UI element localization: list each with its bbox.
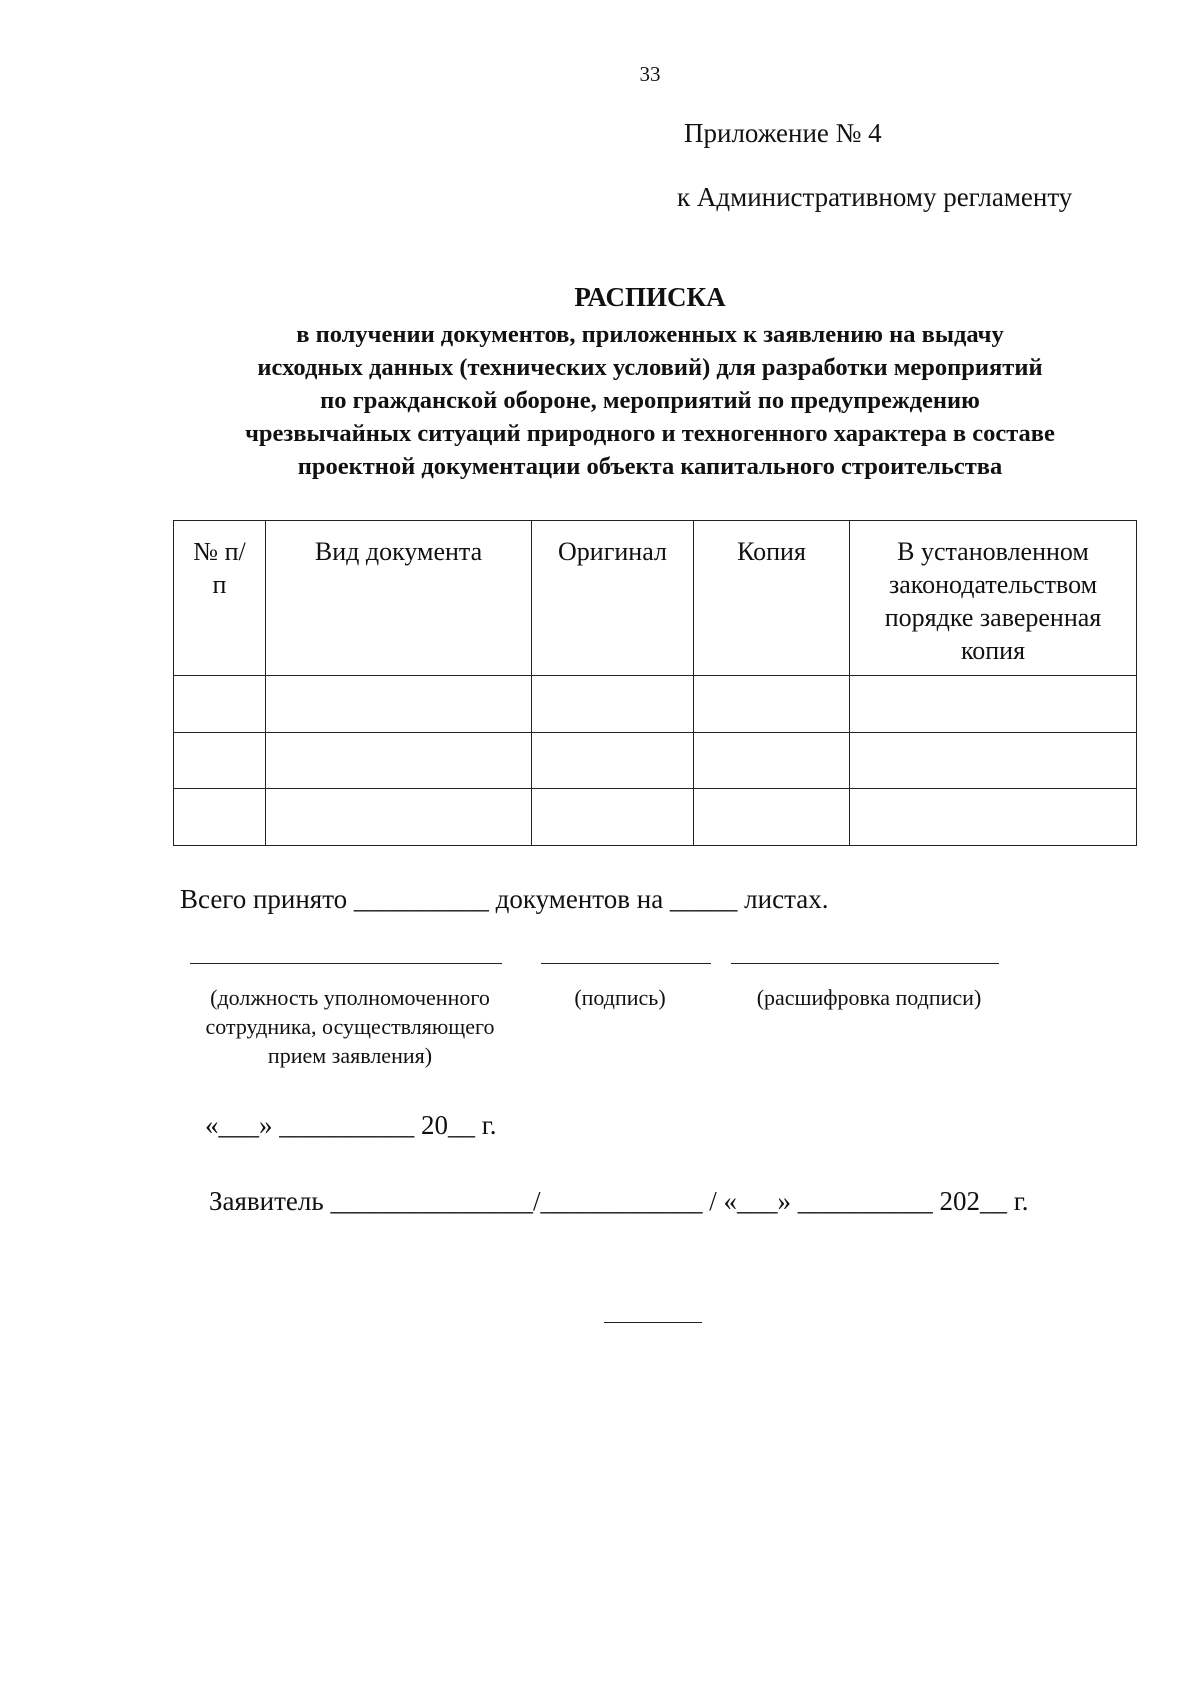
subtitle-line: в получении документов, приложенных к заявлению на выдачу: [296, 321, 1004, 348]
appendix-number: Приложение № 4: [684, 118, 882, 148]
table-cell[interactable]: [174, 789, 266, 846]
header-original: Оригинал: [532, 521, 694, 676]
table-cell[interactable]: [174, 676, 266, 733]
signature-caption: (подпись): [574, 985, 666, 1010]
table-cell[interactable]: [532, 676, 694, 733]
document-title: РАСПИСКА: [574, 282, 726, 312]
table-header-row: [174, 521, 1137, 676]
table-cell[interactable]: [850, 789, 1137, 846]
appendix-reference: к Административному регламенту: [677, 182, 1073, 212]
table-row: [174, 732, 1137, 789]
table-row: [174, 789, 1137, 846]
table-cell[interactable]: [532, 732, 694, 789]
documents-table: [173, 520, 1137, 846]
position-caption: (должность уполномоченного сотрудника, осуществляющего прием заявления): [205, 985, 495, 1068]
subtitle-line: исходных данных (технических условий) для разработки мероприятий: [257, 354, 1043, 381]
subtitle-line: проектной документации объекта капитального строительства: [297, 453, 1003, 480]
end-divider: [604, 1322, 702, 1323]
table-cell[interactable]: [694, 676, 850, 733]
table-cell[interactable]: [850, 732, 1137, 789]
page-number: 33: [639, 62, 661, 86]
header-number: № п/п: [174, 521, 266, 676]
signature-line[interactable]: [541, 963, 711, 964]
header-document-type: Вид документа: [266, 521, 532, 676]
applicant-line: Заявитель _______________/____________ / «___» __________ 202__ г.: [209, 1186, 1029, 1216]
table-row: [174, 676, 1137, 733]
subtitle-line: чрезвычайных ситуаций природного и техногенного характера в составе: [245, 420, 1055, 447]
total-accepted-line: Всего принято __________ документов на _____ листах.: [180, 884, 829, 914]
table-cell[interactable]: [266, 789, 532, 846]
table-cell[interactable]: [694, 789, 850, 846]
date-line: «___» __________ 20__ г.: [205, 1110, 497, 1140]
table-cell[interactable]: [174, 732, 266, 789]
decode-caption: (расшифровка подписи): [756, 985, 982, 1010]
document-subtitle: [160, 318, 1140, 483]
subtitle-line: по гражданской обороне, мероприятий по предупреждению: [320, 387, 980, 414]
table-cell[interactable]: [266, 732, 532, 789]
header-copy: Копия: [694, 521, 850, 676]
table-cell[interactable]: [694, 732, 850, 789]
position-signature-line[interactable]: [190, 963, 502, 964]
table-cell[interactable]: [532, 789, 694, 846]
signature-decode-line[interactable]: [731, 963, 999, 964]
table-cell[interactable]: [266, 676, 532, 733]
table-cell[interactable]: [850, 676, 1137, 733]
header-certified-copy: В установленном законодательством порядке заверенная копия: [850, 521, 1137, 676]
